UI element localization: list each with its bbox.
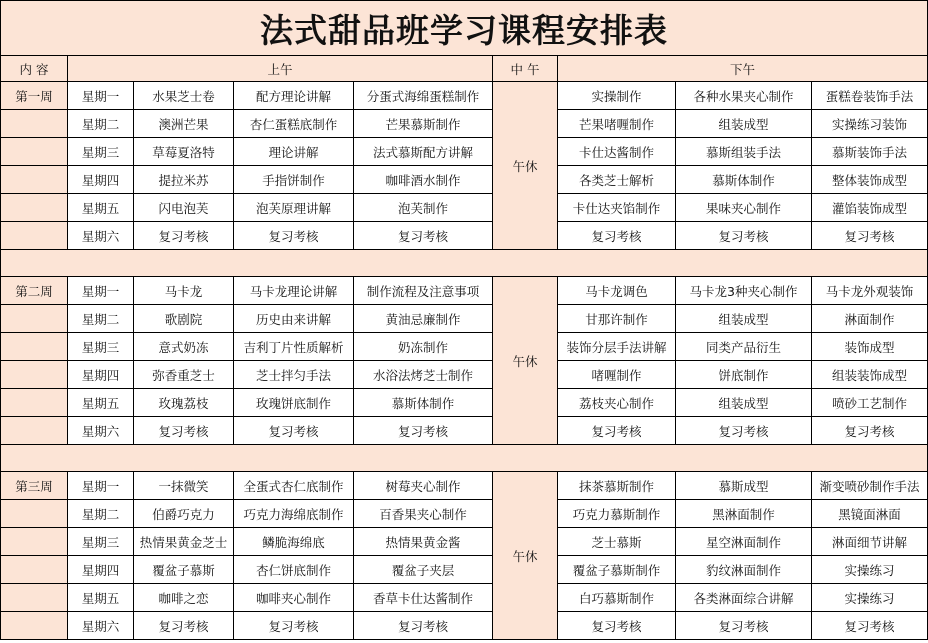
afternoon-cell: 啫喱制作 xyxy=(558,361,676,389)
week-label xyxy=(1,389,68,417)
morning-cell: 马卡龙 xyxy=(134,277,234,305)
afternoon-cell: 装饰成型 xyxy=(812,333,928,361)
afternoon-cell: 组装装饰成型 xyxy=(812,361,928,389)
day-label: 星期五 xyxy=(68,389,134,417)
afternoon-cell: 饼底制作 xyxy=(676,361,812,389)
week-label xyxy=(1,361,68,389)
morning-cell: 覆盆子夹层 xyxy=(354,556,493,584)
afternoon-cell: 各类芝士解析 xyxy=(558,166,676,194)
afternoon-cell: 甘那许制作 xyxy=(558,305,676,333)
morning-cell: 巧克力海绵底制作 xyxy=(234,500,354,528)
morning-header: 上午 xyxy=(68,56,493,82)
afternoon-cell: 复习考核 xyxy=(812,417,928,445)
morning-cell: 咖啡酒水制作 xyxy=(354,166,493,194)
afternoon-cell: 实操练习 xyxy=(812,584,928,612)
morning-cell: 法式慕斯配方讲解 xyxy=(354,138,493,166)
morning-cell: 玫瑰荔枝 xyxy=(134,389,234,417)
afternoon-cell: 整体装饰成型 xyxy=(812,166,928,194)
header-row xyxy=(1,56,928,82)
table-row xyxy=(1,612,928,640)
table-row xyxy=(1,389,928,417)
noon-header: 中 午 xyxy=(493,56,558,82)
week-separator-row xyxy=(1,445,928,472)
afternoon-cell: 组装成型 xyxy=(676,305,812,333)
morning-cell: 热情果黄金芝士 xyxy=(134,528,234,556)
morning-cell: 澳洲芒果 xyxy=(134,110,234,138)
morning-cell: 复习考核 xyxy=(234,222,354,250)
afternoon-cell: 实操练习装饰 xyxy=(812,110,928,138)
week-label xyxy=(1,556,68,584)
afternoon-cell: 复习考核 xyxy=(812,222,928,250)
noon-break-cell: 午休 xyxy=(493,472,558,640)
noon-break-cell: 午休 xyxy=(493,82,558,250)
week-label xyxy=(1,110,68,138)
table-row xyxy=(1,584,928,612)
noon-break-cell: 午休 xyxy=(493,277,558,445)
afternoon-cell: 喷砂工艺制作 xyxy=(812,389,928,417)
week-separator-row xyxy=(1,250,928,277)
table-row xyxy=(1,166,928,194)
day-label: 星期二 xyxy=(68,500,134,528)
afternoon-cell: 渐变喷砂制作手法 xyxy=(812,472,928,500)
day-label: 星期六 xyxy=(68,222,134,250)
week-label: 第一周 xyxy=(1,82,68,110)
morning-cell: 玫瑰饼底制作 xyxy=(234,389,354,417)
morning-cell: 分蛋式海绵蛋糕制作 xyxy=(354,82,493,110)
afternoon-header: 下午 xyxy=(558,56,928,82)
day-label: 星期二 xyxy=(68,110,134,138)
morning-cell: 泡芙原理讲解 xyxy=(234,194,354,222)
day-label: 星期一 xyxy=(68,82,134,110)
day-label: 星期六 xyxy=(68,612,134,640)
morning-cell: 水浴法烤芝士制作 xyxy=(354,361,493,389)
day-label: 星期一 xyxy=(68,277,134,305)
day-label: 星期四 xyxy=(68,166,134,194)
morning-cell: 杏仁饼底制作 xyxy=(234,556,354,584)
morning-cell: 复习考核 xyxy=(354,612,493,640)
morning-cell: 弥香重芝士 xyxy=(134,361,234,389)
week-label xyxy=(1,194,68,222)
separator-cell xyxy=(1,250,928,277)
morning-cell: 泡芙制作 xyxy=(354,194,493,222)
day-label: 星期六 xyxy=(68,417,134,445)
day-label: 星期三 xyxy=(68,333,134,361)
afternoon-cell: 组装成型 xyxy=(676,389,812,417)
table-row xyxy=(1,528,928,556)
afternoon-cell: 芝士慕斯 xyxy=(558,528,676,556)
morning-cell: 制作流程及注意事项 xyxy=(354,277,493,305)
afternoon-cell: 马卡龙调色 xyxy=(558,277,676,305)
morning-cell: 芝士拌匀手法 xyxy=(234,361,354,389)
week-label: 第二周 xyxy=(1,277,68,305)
morning-cell: 复习考核 xyxy=(354,417,493,445)
afternoon-cell: 慕斯装饰手法 xyxy=(812,138,928,166)
morning-cell: 马卡龙理论讲解 xyxy=(234,277,354,305)
morning-cell: 复习考核 xyxy=(134,612,234,640)
week-label xyxy=(1,417,68,445)
day-label: 星期一 xyxy=(68,472,134,500)
table-row xyxy=(1,556,928,584)
table-row xyxy=(1,277,928,305)
morning-cell: 咖啡夹心制作 xyxy=(234,584,354,612)
afternoon-cell: 复习考核 xyxy=(558,222,676,250)
afternoon-cell: 荔枝夹心制作 xyxy=(558,389,676,417)
afternoon-cell: 马卡龙外观装饰 xyxy=(812,277,928,305)
morning-cell: 理论讲解 xyxy=(234,138,354,166)
afternoon-cell: 各类淋面综合讲解 xyxy=(676,584,812,612)
afternoon-cell: 黑镜面淋面 xyxy=(812,500,928,528)
morning-cell: 吉利丁片性质解析 xyxy=(234,333,354,361)
afternoon-cell: 复习考核 xyxy=(558,417,676,445)
week-label xyxy=(1,222,68,250)
afternoon-cell: 复习考核 xyxy=(676,612,812,640)
morning-cell: 提拉米苏 xyxy=(134,166,234,194)
morning-cell: 一抹微笑 xyxy=(134,472,234,500)
afternoon-cell: 蛋糕卷装饰手法 xyxy=(812,82,928,110)
morning-cell: 闪电泡芙 xyxy=(134,194,234,222)
afternoon-cell: 卡仕达夹馅制作 xyxy=(558,194,676,222)
afternoon-cell: 豹纹淋面制作 xyxy=(676,556,812,584)
week-label xyxy=(1,584,68,612)
morning-cell: 杏仁蛋糕底制作 xyxy=(234,110,354,138)
morning-cell: 复习考核 xyxy=(134,222,234,250)
afternoon-cell: 实操练习 xyxy=(812,556,928,584)
morning-cell: 香草卡仕达酱制作 xyxy=(354,584,493,612)
morning-cell: 百香果夹心制作 xyxy=(354,500,493,528)
morning-cell: 复习考核 xyxy=(234,417,354,445)
week-label xyxy=(1,500,68,528)
morning-cell: 芒果慕斯制作 xyxy=(354,110,493,138)
afternoon-cell: 抹茶慕斯制作 xyxy=(558,472,676,500)
day-label: 星期三 xyxy=(68,528,134,556)
week-label xyxy=(1,528,68,556)
separator-cell xyxy=(1,445,928,472)
table-row xyxy=(1,110,928,138)
afternoon-cell: 慕斯体制作 xyxy=(676,166,812,194)
page-title: 法式甜品班学习课程安排表 xyxy=(0,0,928,56)
week-label xyxy=(1,138,68,166)
morning-cell: 奶冻制作 xyxy=(354,333,493,361)
afternoon-cell: 淋面制作 xyxy=(812,305,928,333)
morning-cell: 慕斯体制作 xyxy=(354,389,493,417)
day-label: 星期五 xyxy=(68,194,134,222)
afternoon-cell: 慕斯组装手法 xyxy=(676,138,812,166)
afternoon-cell: 各种水果夹心制作 xyxy=(676,82,812,110)
afternoon-cell: 复习考核 xyxy=(558,612,676,640)
morning-cell: 意式奶冻 xyxy=(134,333,234,361)
afternoon-cell: 装饰分层手法讲解 xyxy=(558,333,676,361)
content-header: 内 容 xyxy=(1,56,68,82)
morning-cell: 历史由来讲解 xyxy=(234,305,354,333)
table-row xyxy=(1,500,928,528)
table-row xyxy=(1,194,928,222)
table-row xyxy=(1,361,928,389)
afternoon-cell: 卡仕达酱制作 xyxy=(558,138,676,166)
morning-cell: 复习考核 xyxy=(354,222,493,250)
afternoon-cell: 星空淋面制作 xyxy=(676,528,812,556)
table-row xyxy=(1,333,928,361)
afternoon-cell: 组装成型 xyxy=(676,110,812,138)
afternoon-cell: 灌馅装饰成型 xyxy=(812,194,928,222)
table-row xyxy=(1,417,928,445)
afternoon-cell: 复习考核 xyxy=(676,417,812,445)
afternoon-cell: 果味夹心制作 xyxy=(676,194,812,222)
week-label xyxy=(1,305,68,333)
day-label: 星期二 xyxy=(68,305,134,333)
afternoon-cell: 淋面细节讲解 xyxy=(812,528,928,556)
morning-cell: 热情果黄金酱 xyxy=(354,528,493,556)
afternoon-cell: 复习考核 xyxy=(676,222,812,250)
morning-cell: 伯爵巧克力 xyxy=(134,500,234,528)
day-label: 星期四 xyxy=(68,556,134,584)
table-row xyxy=(1,82,928,110)
day-label: 星期四 xyxy=(68,361,134,389)
week-label: 第三周 xyxy=(1,472,68,500)
day-label: 星期三 xyxy=(68,138,134,166)
morning-cell: 歌剧院 xyxy=(134,305,234,333)
morning-cell: 复习考核 xyxy=(134,417,234,445)
morning-cell: 草莓夏洛特 xyxy=(134,138,234,166)
morning-cell: 水果芝士卷 xyxy=(134,82,234,110)
morning-cell: 黄油忌廉制作 xyxy=(354,305,493,333)
afternoon-cell: 覆盆子慕斯制作 xyxy=(558,556,676,584)
morning-cell: 复习考核 xyxy=(234,612,354,640)
morning-cell: 鳞脆海绵底 xyxy=(234,528,354,556)
afternoon-cell: 马卡龙3种夹心制作 xyxy=(676,277,812,305)
afternoon-cell: 芒果啫喱制作 xyxy=(558,110,676,138)
table-row xyxy=(1,138,928,166)
schedule-table xyxy=(0,55,928,640)
day-label: 星期五 xyxy=(68,584,134,612)
morning-cell: 咖啡之恋 xyxy=(134,584,234,612)
table-row xyxy=(1,472,928,500)
table-row xyxy=(1,305,928,333)
week-label xyxy=(1,612,68,640)
afternoon-cell: 实操制作 xyxy=(558,82,676,110)
week-label xyxy=(1,333,68,361)
afternoon-cell: 复习考核 xyxy=(812,612,928,640)
afternoon-cell: 黑淋面制作 xyxy=(676,500,812,528)
afternoon-cell: 巧克力慕斯制作 xyxy=(558,500,676,528)
afternoon-cell: 同类产品衍生 xyxy=(676,333,812,361)
afternoon-cell: 白巧慕斯制作 xyxy=(558,584,676,612)
afternoon-cell: 慕斯成型 xyxy=(676,472,812,500)
morning-cell: 树莓夹心制作 xyxy=(354,472,493,500)
morning-cell: 手指饼制作 xyxy=(234,166,354,194)
week-label xyxy=(1,166,68,194)
morning-cell: 配方理论讲解 xyxy=(234,82,354,110)
morning-cell: 全蛋式杏仁底制作 xyxy=(234,472,354,500)
morning-cell: 覆盆子慕斯 xyxy=(134,556,234,584)
table-row xyxy=(1,222,928,250)
